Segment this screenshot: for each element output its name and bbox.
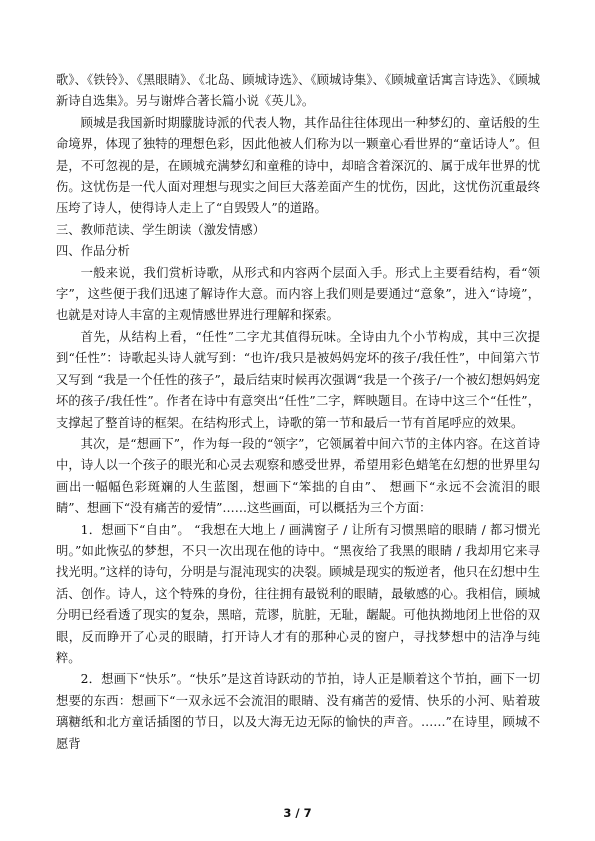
section-heading-3: 三、教师范读、学生朗读（激发情感） [56,222,266,237]
page-number: 3 / 7 [283,806,312,820]
paragraph-analysis-intro: 一般来说，我们赏析诗歌，从形式和内容两个层面入手。形式上主要看结构，看“领字”，这些便于我们迅速了解诗作大意。而内容上我们则是要通过“意象”，进入“诗境”，也就是对诗人丰富的主观情感世界进行理解和探索。 [56,265,540,323]
paragraph-point-happiness: 2．想画下“快乐”。“快乐”是这首诗跃动的节拍，诗人正是顺着这个节拍，画下一切想要的东西：想画下“一双永远不会流泪的眼睛、没有痛苦的爱情、快乐的小河、贴着玻璃糖纸和北方童话插图的节日，以及大海无边无际的愉快的声音。……”在诗里，顾城不愿背 [56,672,540,751]
section-heading-4: 四、作品分析 [56,244,130,259]
paragraph-book-list: 歌》、《铁铃》、《黑眼睛》、《北岛、顾城诗选》、《顾城诗集》、《顾城童话寓言诗选》、《顾城新诗自选集》。另与谢烨合著长篇小说《英儿》。 [56,73,540,109]
paragraph-structure: 首先，从结构上看，“任性”二字尤其值得玩味。全诗由九个小节构成，其中三次提到“任性”：诗歌起头诗人就写到：“也许/我只是被妈妈宠坏的孩子/我任性”，中间第六节又写到 “我是一个任性的孩子”，最后结束时候再次强调“我是一个孩子/一个被幻想妈妈宠坏的孩子/我任性”。作者在诗中有意突出“任性”二字，辉映题目。在诗中这三个“任性”，支撑起了整首诗的框架。在结构形式上，诗歌的第一节和最后一节有首尾呼应的效果。 [56,329,540,430]
paragraph-lead-word: 其次，是“想画下”，作为每一段的“领字”，它领属着中间六节的主体内容。在这首诗中，诗人以一个孩子的眼光和心灵去观察和感受世界，希望用彩色蜡笔在幻想的世界里勾画出一幅幅色彩斑斓的人生蓝图，想画下“笨拙的自由”、 想画下“永远不会流泪的眼睛”、想画下“没有痛苦的爱情”……这些画面，可以概括为三个方面： [56,436,540,516]
paragraph-point-freedom: 1．想画下“自由”。 “我想在大地上 / 画满窗子 / 让所有习惯黑暗的眼睛 / 都习惯光明。”如此恢弘的梦想，不只一次出现在他的诗中。“黑夜给了我黑的眼睛 / 我却用它来寻找光明。”这样的诗句，分明是与混沌现实的决裂。顾城是现实的叛逆者，他只在幻想中生活、创作。诗人，这个特殊的身份，往往拥有最锐利的眼睛，最敏感的心。我相信，顾城分明已经看透了现实的复杂，黑暗，荒谬，肮脏，无耻，龌龊。可他执拗地闭上世俗的双眼，反而睁开了心灵的眼睛，打开诗人才有的那种心灵的窗户，寻找梦想中的洁净与纯粹。 [56,522,540,665]
document-body [56,70,540,755]
paragraph-poet-intro: 顾城是我国新时期朦胧诗派的代表人物，其作品往往体现出一种梦幻的、童话般的生命境界，体现了独特的理想色彩，因此他被人们称为以一颗童心看世界的“童话诗人”。但是，不可忽视的是，在顾城充满梦幻和童稚的诗中，却暗含着深沉的、属于成年世界的忧伤。这忧伤是一代人面对理想与现实之间巨大落差面产生的忧伤，因此，这忧伤沉重最终压垮了诗人，使得诗人走上了“自毁毁人”的道路。 [56,115,540,216]
